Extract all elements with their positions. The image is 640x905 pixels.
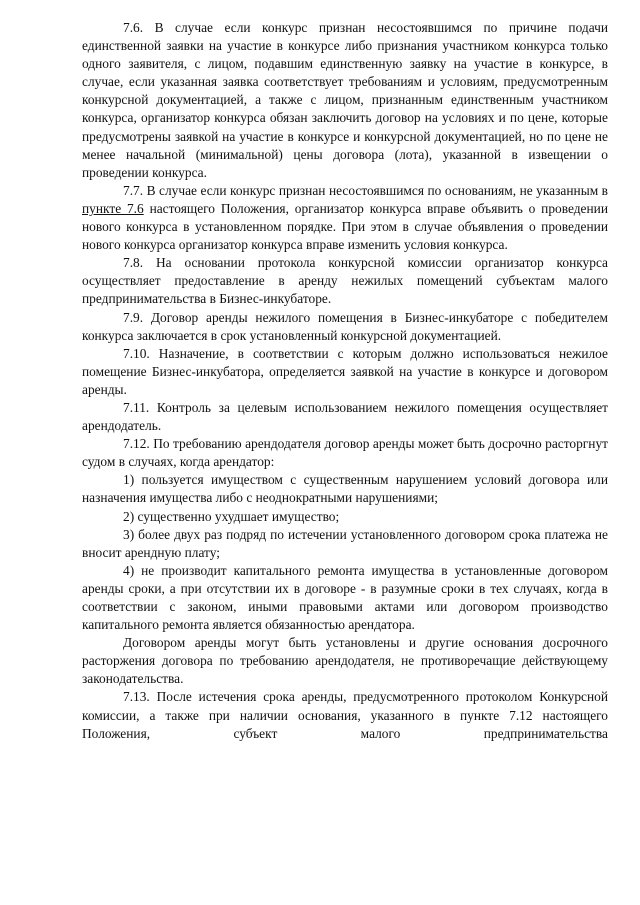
paragraph-7-10: 7.10. Назначение, в соответствии с которым должно использоваться нежилое помещение Бизнес-инкубатора, определяется заявкой на участие в конкурсе и договором аренды. [82,345,608,397]
paragraph-other-grounds: Договором аренды могут быть установлены и другие основания досрочного расторжения договора по требованию арендодателя, не противоречащие действующему законодательства. [82,635,608,687]
paragraph-7-13: 7.13. После истечения срока аренды, предусмотренного протоколом Конкурсной комиссии, а также при наличии основания, указанного в пункте 7.12 настоящего Положения, субъект малого предпринимательства [82,689,608,741]
paragraph-7-7 [82,182,608,254]
list-item-2: 2) существенно ухудшает имущество; [123,508,340,524]
paragraph-7-8: 7.8. На основании протокола конкурсной комиссии организатор конкурса осуществляет предоставление в аренду нежилых помещений субъектам малого предпринимательства в Бизнес-инкубаторе. [82,255,608,307]
link-point-7-6[interactable]: пункте 7.6 [82,200,144,216]
list-item-4: 4) не производит капитального ремонта имущества в установленные договором аренды сроки, а при отсутствии их в договоре - в разумные сроки в тех случаях, когда в соответствии с законом, иными правовыми актами или договором производство капитального ремонта является обязанностью арендатора. [82,562,608,633]
list-item-3: 3) более двух раз подряд по истечении установленного договором срока платежа не вносит арендную плату; [82,526,608,560]
paragraph-7-9: 7.9. Договор аренды нежилого помещения в Бизнес-инкубаторе с победителем конкурса заключается в срок установленный конкурсной документацией. [82,309,608,343]
list-item-1: 1) пользуется имуществом с существенным нарушением условий договора или назначения имущества либо с неоднократными нарушениями; [82,472,608,506]
paragraph-7-7-end: настоящего Положения, организатор конкурса вправе объявить о проведении нового конкурса в установленном порядке. При этом в случае объявления о проведении нового конкурса организатор конкурса вправе изменить условия конкурса. [82,200,608,253]
paragraph-7-12: 7.12. По требованию арендодателя договор аренды может быть досрочно расторгнут судом в случаях, когда арендатор: [82,436,608,470]
paragraph-7-11: 7.11. Контроль за целевым использованием нежилого помещения осуществляет арендодатель. [82,399,608,434]
paragraph-7-7-start: 7.7. В случае если конкурс признан несостоявшимся по основаниям, не указанным в [123,182,608,198]
paragraph-7-6: 7.6. В случае если конкурс признан несостоявшимся по причине подачи единственной заявки на участие в конкурсе либо признания участником конкурса только одного заявителя, с лицом, подавшим единственную заявку на участие в конкурсе, в случае, если указанная заявка соответствует требованиям и условиям, предусмотренным конкурсной документацией, а также с лицом, признанным единственным участником конкурса, организатор конкурса обязан заключить договор на условиях и по цене, которые предусмотрены заявкой на участие в конкурсе и конкурсной документацией, но по цене не менее начальной (минимальной) цены договора (лота), указанной в извещении о проведении конкурса. [82,20,608,180]
document-body [82,19,608,743]
